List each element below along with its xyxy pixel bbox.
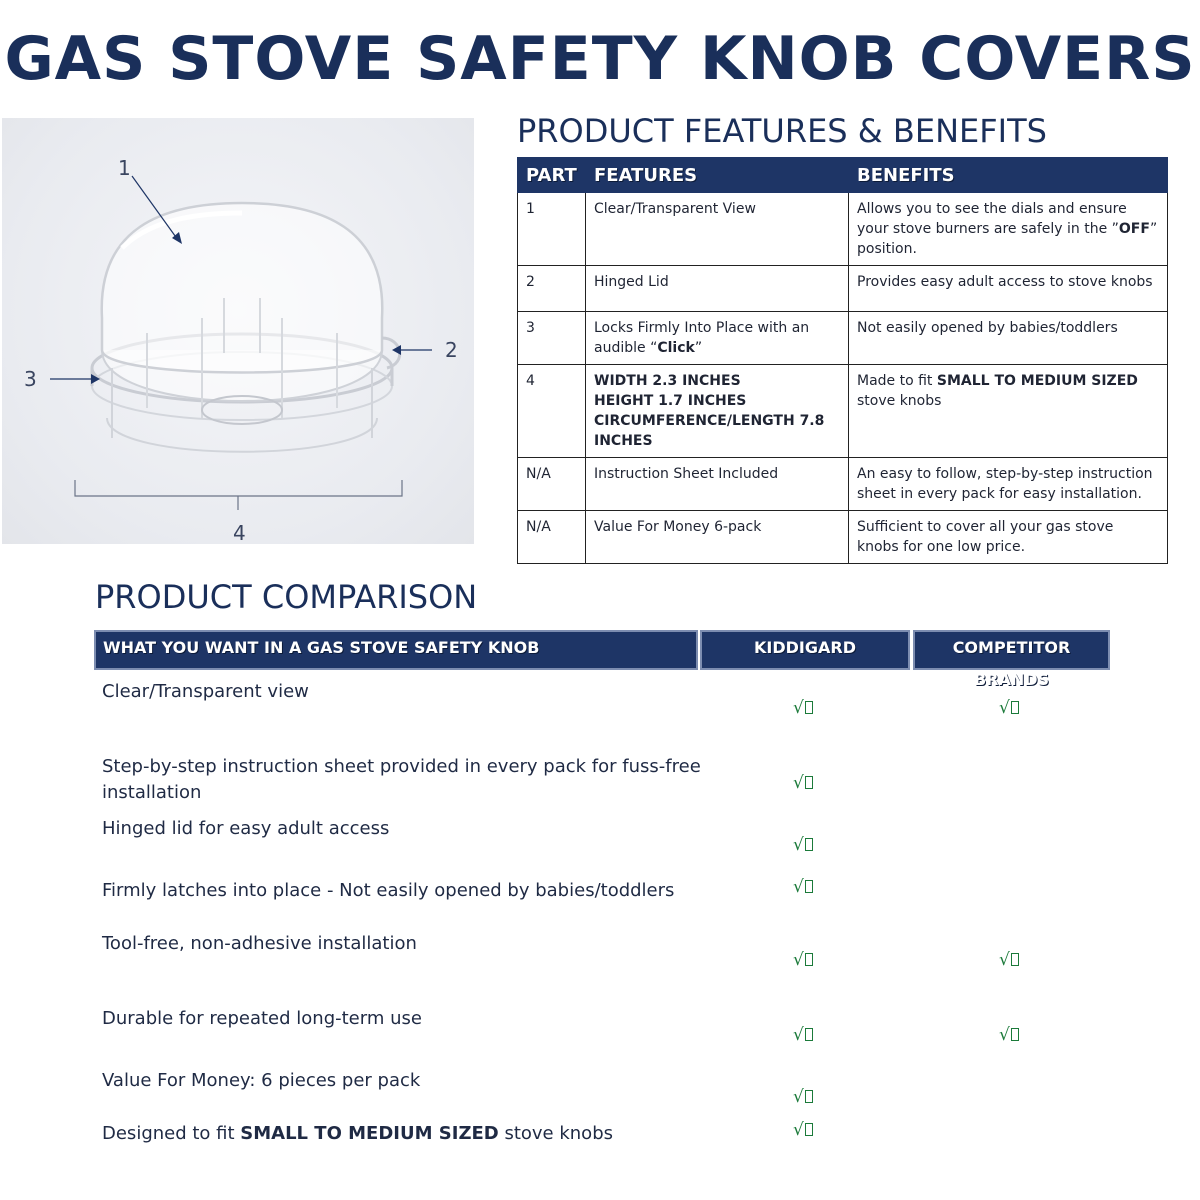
check-icon: √ <box>793 950 813 970</box>
comparison-row-label: Step-by-step instruction sheet provided in every pack for fuss-free installation <box>102 756 701 803</box>
comparison-header-criteria: WHAT YOU WANT IN A GAS STOVE SAFETY KNOB <box>94 630 698 670</box>
comparison-row-label: Value For Money: 6 pieces per pack <box>102 1070 421 1091</box>
check-icon: √ <box>793 877 813 897</box>
table-row <box>518 193 1168 266</box>
product-image <box>2 118 474 544</box>
feature-text: ” <box>694 340 703 356</box>
benefit-cell: Not easily opened by babies/toddlers <box>849 312 1168 365</box>
benefit-cell: An easy to follow, step-by-step instruction sheet in every pack for easy installation. <box>849 458 1168 511</box>
feature-cell: Clear/Transparent View <box>586 193 849 266</box>
label-emphasis: SMALL TO MEDIUM SIZED <box>240 1123 499 1144</box>
dimension-circumference: CIRCUMFERENCE/LENGTH 7.8 INCHES <box>594 413 825 449</box>
comparison-row-label <box>102 1121 702 1147</box>
benefit-text: Made to fit <box>857 373 937 389</box>
column-header-features: FEATURES <box>586 158 849 193</box>
check-icon: √ <box>999 950 1019 970</box>
comparison-row-label: Hinged lid for easy adult access <box>102 818 390 839</box>
check-icon: √ <box>999 698 1019 718</box>
comparison-row-label: Clear/Transparent view <box>102 681 309 702</box>
table-row <box>518 458 1168 511</box>
part-cell: N/A <box>518 458 586 511</box>
feature-emphasis: Click <box>657 340 695 356</box>
feature-text: Locks Firmly Into Place with an audible “ <box>594 320 810 356</box>
feature-cell <box>586 365 849 458</box>
label-text: stove knobs <box>498 1123 614 1144</box>
feature-cell: Value For Money 6-pack <box>586 511 849 564</box>
check-icon: √ <box>999 1025 1019 1045</box>
dimension-width: WIDTH 2.3 INCHES <box>594 373 741 389</box>
table-row <box>518 511 1168 564</box>
check-icon: √ <box>793 1120 813 1140</box>
part-cell: 4 <box>518 365 586 458</box>
label-text: Designed to fit <box>102 1123 241 1144</box>
comparison-row-label: Tool-free, non-adhesive installation <box>102 933 417 954</box>
feature-cell: Instruction Sheet Included <box>586 458 849 511</box>
table-row <box>518 312 1168 365</box>
callout-1: 1 <box>118 156 131 180</box>
benefit-cell <box>849 365 1168 458</box>
part-cell: 3 <box>518 312 586 365</box>
comparison-row-label: Durable for repeated long-term use <box>102 1008 422 1029</box>
check-icon: √ <box>793 1025 813 1045</box>
benefit-text: ” position. <box>857 221 1158 257</box>
part-cell: N/A <box>518 511 586 564</box>
callout-2: 2 <box>445 338 458 362</box>
callout-3: 3 <box>24 367 37 391</box>
knob-cover-illustration <box>2 118 474 544</box>
dimension-height: HEIGHT 1.7 INCHES <box>594 393 747 409</box>
part-cell: 1 <box>518 193 586 266</box>
check-icon: √ <box>793 1087 813 1107</box>
benefit-emphasis: SMALL TO MEDIUM SIZED <box>936 373 1138 389</box>
benefit-cell: Sufficient to cover all your gas stove knobs for one low price. <box>849 511 1168 564</box>
callout-4: 4 <box>233 521 246 545</box>
part-cell: 2 <box>518 266 586 312</box>
benefit-text: stove knobs <box>857 393 942 409</box>
page-title: GAS STOVE SAFETY KNOB COVERS <box>4 24 1196 94</box>
table-row <box>518 266 1168 312</box>
features-heading: PRODUCT FEATURES & BENEFITS <box>517 112 1047 150</box>
benefit-text: Allows you to see the dials and ensure your stove burners are safely in the ” <box>857 201 1127 237</box>
comparison-heading: PRODUCT COMPARISON <box>95 578 478 616</box>
comparison-header-competitor: COMPETITOR BRANDS <box>913 630 1110 670</box>
check-icon: √ <box>793 773 813 793</box>
comparison-row-label: Firmly latches into place - Not easily opened by babies/toddlers <box>102 880 675 901</box>
column-header-part: PART <box>518 158 586 193</box>
benefit-cell <box>849 193 1168 266</box>
comparison-header-kiddigard: KIDDIGARD <box>700 630 910 670</box>
check-icon: √ <box>793 698 813 718</box>
table-row <box>518 365 1168 458</box>
benefit-emphasis: OFF <box>1118 221 1150 237</box>
features-table <box>517 157 1168 564</box>
check-icon: √ <box>793 835 813 855</box>
benefit-cell: Provides easy adult access to stove knobs <box>849 266 1168 312</box>
features-header-row <box>518 158 1168 193</box>
feature-cell <box>586 312 849 365</box>
feature-cell: Hinged Lid <box>586 266 849 312</box>
column-header-benefits: BENEFITS <box>849 158 1168 193</box>
